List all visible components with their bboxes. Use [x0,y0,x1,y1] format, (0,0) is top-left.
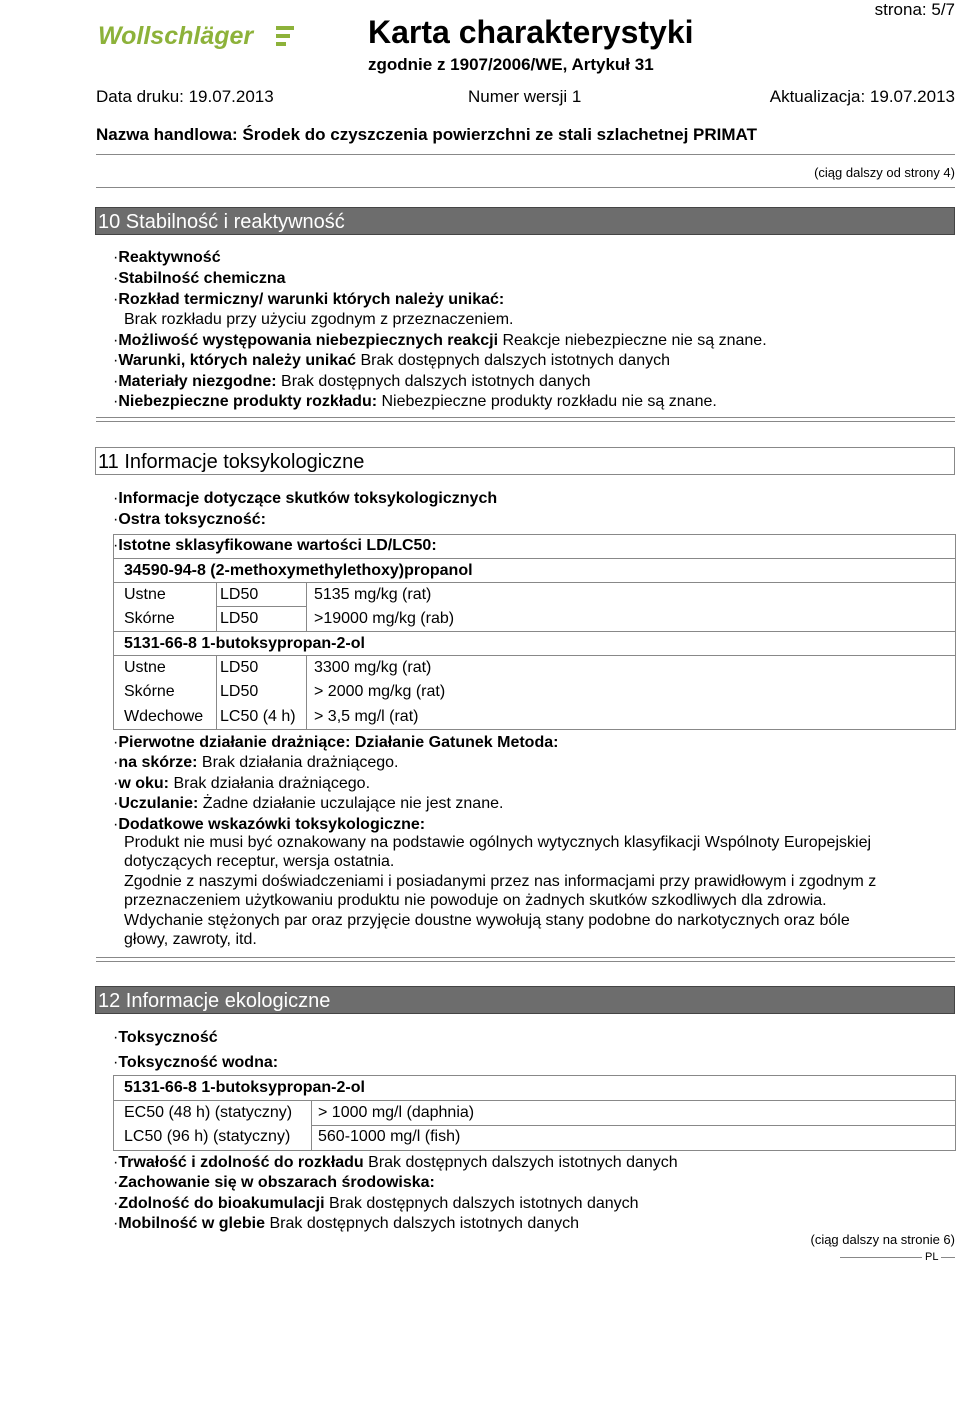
section-divider [96,417,955,418]
table-cell: 560-1000 mg/l (fish) [318,1128,461,1145]
table-cell: Ustne [124,586,166,603]
table-cell: >19000 mg/kg (rab) [314,610,455,627]
toxicological-info-line: ·Informacje dotyczące skutków toksykologicznych [113,490,498,507]
behaviour-line: ·Zachowanie się w obszarach środowiska: [113,1174,435,1191]
print-date: Data druku: 19.07.2013 [96,87,274,106]
section-divider [96,957,955,958]
table-cell: Wdechowe [124,708,204,725]
stability-line: ·Stabilność chemiczna [113,270,286,287]
hazard-reactions-line: ·Możliwość występowania niebezpiecznych reakcji Reakcje niebezpieczne nie są znane. [113,332,767,349]
table-cell: LD50 [220,610,259,627]
extra-info-line: Produkt nie musi być oznakowany na podstawie ogólnych wytycznych klasyfikacji Wspólnoty Europejskiej [124,834,872,851]
logo-text: Wollschläger [98,22,254,50]
extra-info-label: ·Dodatkowe wskazówki toksykologiczne: [113,816,426,833]
irritation-line: ·Pierwotne działanie drażniące: Działanie Gatunek Metoda: [113,734,559,751]
substance-2: 5131-66-8 1-butoksypropan-2-ol [124,635,365,652]
trade-name: Nazwa handlowa: Środek do czyszczenia powierzchni ze stali szlachetnej PRIMAT [96,125,757,144]
sensitization-line: ·Uczulanie: Żadne działanie uczulające nie jest znane. [113,795,504,812]
document-title: Karta charakterystyki [368,14,694,50]
table-cell: Skórne [124,683,175,700]
table-cell: > 1000 mg/l (daphnia) [318,1104,475,1121]
table-cell: LC50 (4 h) [220,708,296,725]
extra-info-line: przeznaczeniem użytkowaniu produktu nie powoduje on żadnych skutków szkodliwych dla zdrowia. [124,892,827,909]
company-logo [96,16,301,56]
extra-info-line: Zgodnie z naszymi doświadczeniami i posiadanymi przez nas informacjami przy prawidłowym i zgodnym z [124,873,877,890]
version-number: Numer wersji 1 [468,87,582,106]
acute-toxicity-line: ·Ostra toksyczność: [113,511,266,528]
page-number: strona: 5/7 [874,0,955,19]
decomposition-text: Brak rozkładu przy użyciu zgodnym z przeznaczeniem. [124,311,514,328]
decomposition-products-line: ·Niebezpieczne produkty rozkładu: Niebezpieczne produkty rozkładu nie są znane. [113,393,717,410]
section-10-heading: 10 Stabilność i reaktywność [95,207,955,235]
table-cell: LC50 (96 h) (statyczny) [124,1128,291,1145]
continued-from-note: (ciąg dalszy od strony 4) [814,165,955,180]
extra-info-line: głowy, zawroty, itd. [124,931,257,948]
substance-1: 34590-94-8 (2-methoxymethylethoxy)propanol [124,562,473,579]
table-cell: Ustne [124,659,166,676]
reactivity-line: ·Reaktywność [113,249,221,266]
update-date: Aktualizacja: 19.07.2013 [769,87,955,106]
extra-info-line: Wdychanie stężonych par oraz przyjęcie doustne wywołują stany podobne do narkotycznych oraz bóle [124,912,850,929]
bioaccumulation-line: ·Zdolność do bioakumulacji Brak dostępnych dalszych istotnych danych [113,1195,639,1212]
persistence-line: ·Trwałość i zdolność do rozkładu Brak dostępnych dalszych istotnych danych [113,1154,678,1171]
table-cell: > 3,5 mg/l (rat) [314,708,419,725]
conditions-to-avoid-line: ·Warunki, których należy unikać Brak dostępnych dalszych istotnych danych [113,352,670,369]
continued-on-note: (ciąg dalszy na stronie 6) [810,1232,955,1247]
eye-line: ·w oku: Brak działania drażniącego. [113,775,371,792]
table-cell: LD50 [220,659,259,676]
incompatible-materials-line: ·Materiały niezgodne: Brak dostępnych dalszych istotnych danych [113,373,591,390]
mobility-line: ·Mobilność w glebie Brak dostępnych dalszych istotnych danych [113,1215,579,1232]
eco-substance: 5131-66-8 1-butoksypropan-2-ol [124,1079,365,1096]
extra-info-line: dotyczących receptur, wersja ostatnia. [124,853,395,870]
table-cell: 5135 mg/kg (rat) [314,586,432,603]
aquatic-toxicity-line: ·Toksyczność wodna: [113,1054,279,1071]
language-code: PL [922,1251,941,1263]
ld50-table-title: ·Istotne sklasyfikowane wartości LD/LC50: [113,537,437,554]
table-cell: Skórne [124,610,175,627]
section-12-heading: 12 Informacje ekologiczne [95,986,955,1014]
table-cell: EC50 (48 h) (statyczny) [124,1104,293,1121]
table-cell: LD50 [220,683,259,700]
section-11-heading: 11 Informacje toksykologiczne [95,447,955,475]
skin-line: ·na skórze: Brak działania drażniącego. [113,754,399,771]
divider [96,187,955,188]
document-subtitle: zgodnie z 1907/2006/WE, Artykuł 31 [368,55,654,74]
toxicity-line: ·Toksyczność [113,1029,218,1046]
table-cell: > 2000 mg/kg (rat) [314,683,446,700]
divider [96,154,955,155]
table-cell: LD50 [220,586,259,603]
decomposition-label: ·Rozkład termiczny/ warunki których należy unikać: [113,291,505,308]
table-cell: 3300 mg/kg (rat) [314,659,432,676]
